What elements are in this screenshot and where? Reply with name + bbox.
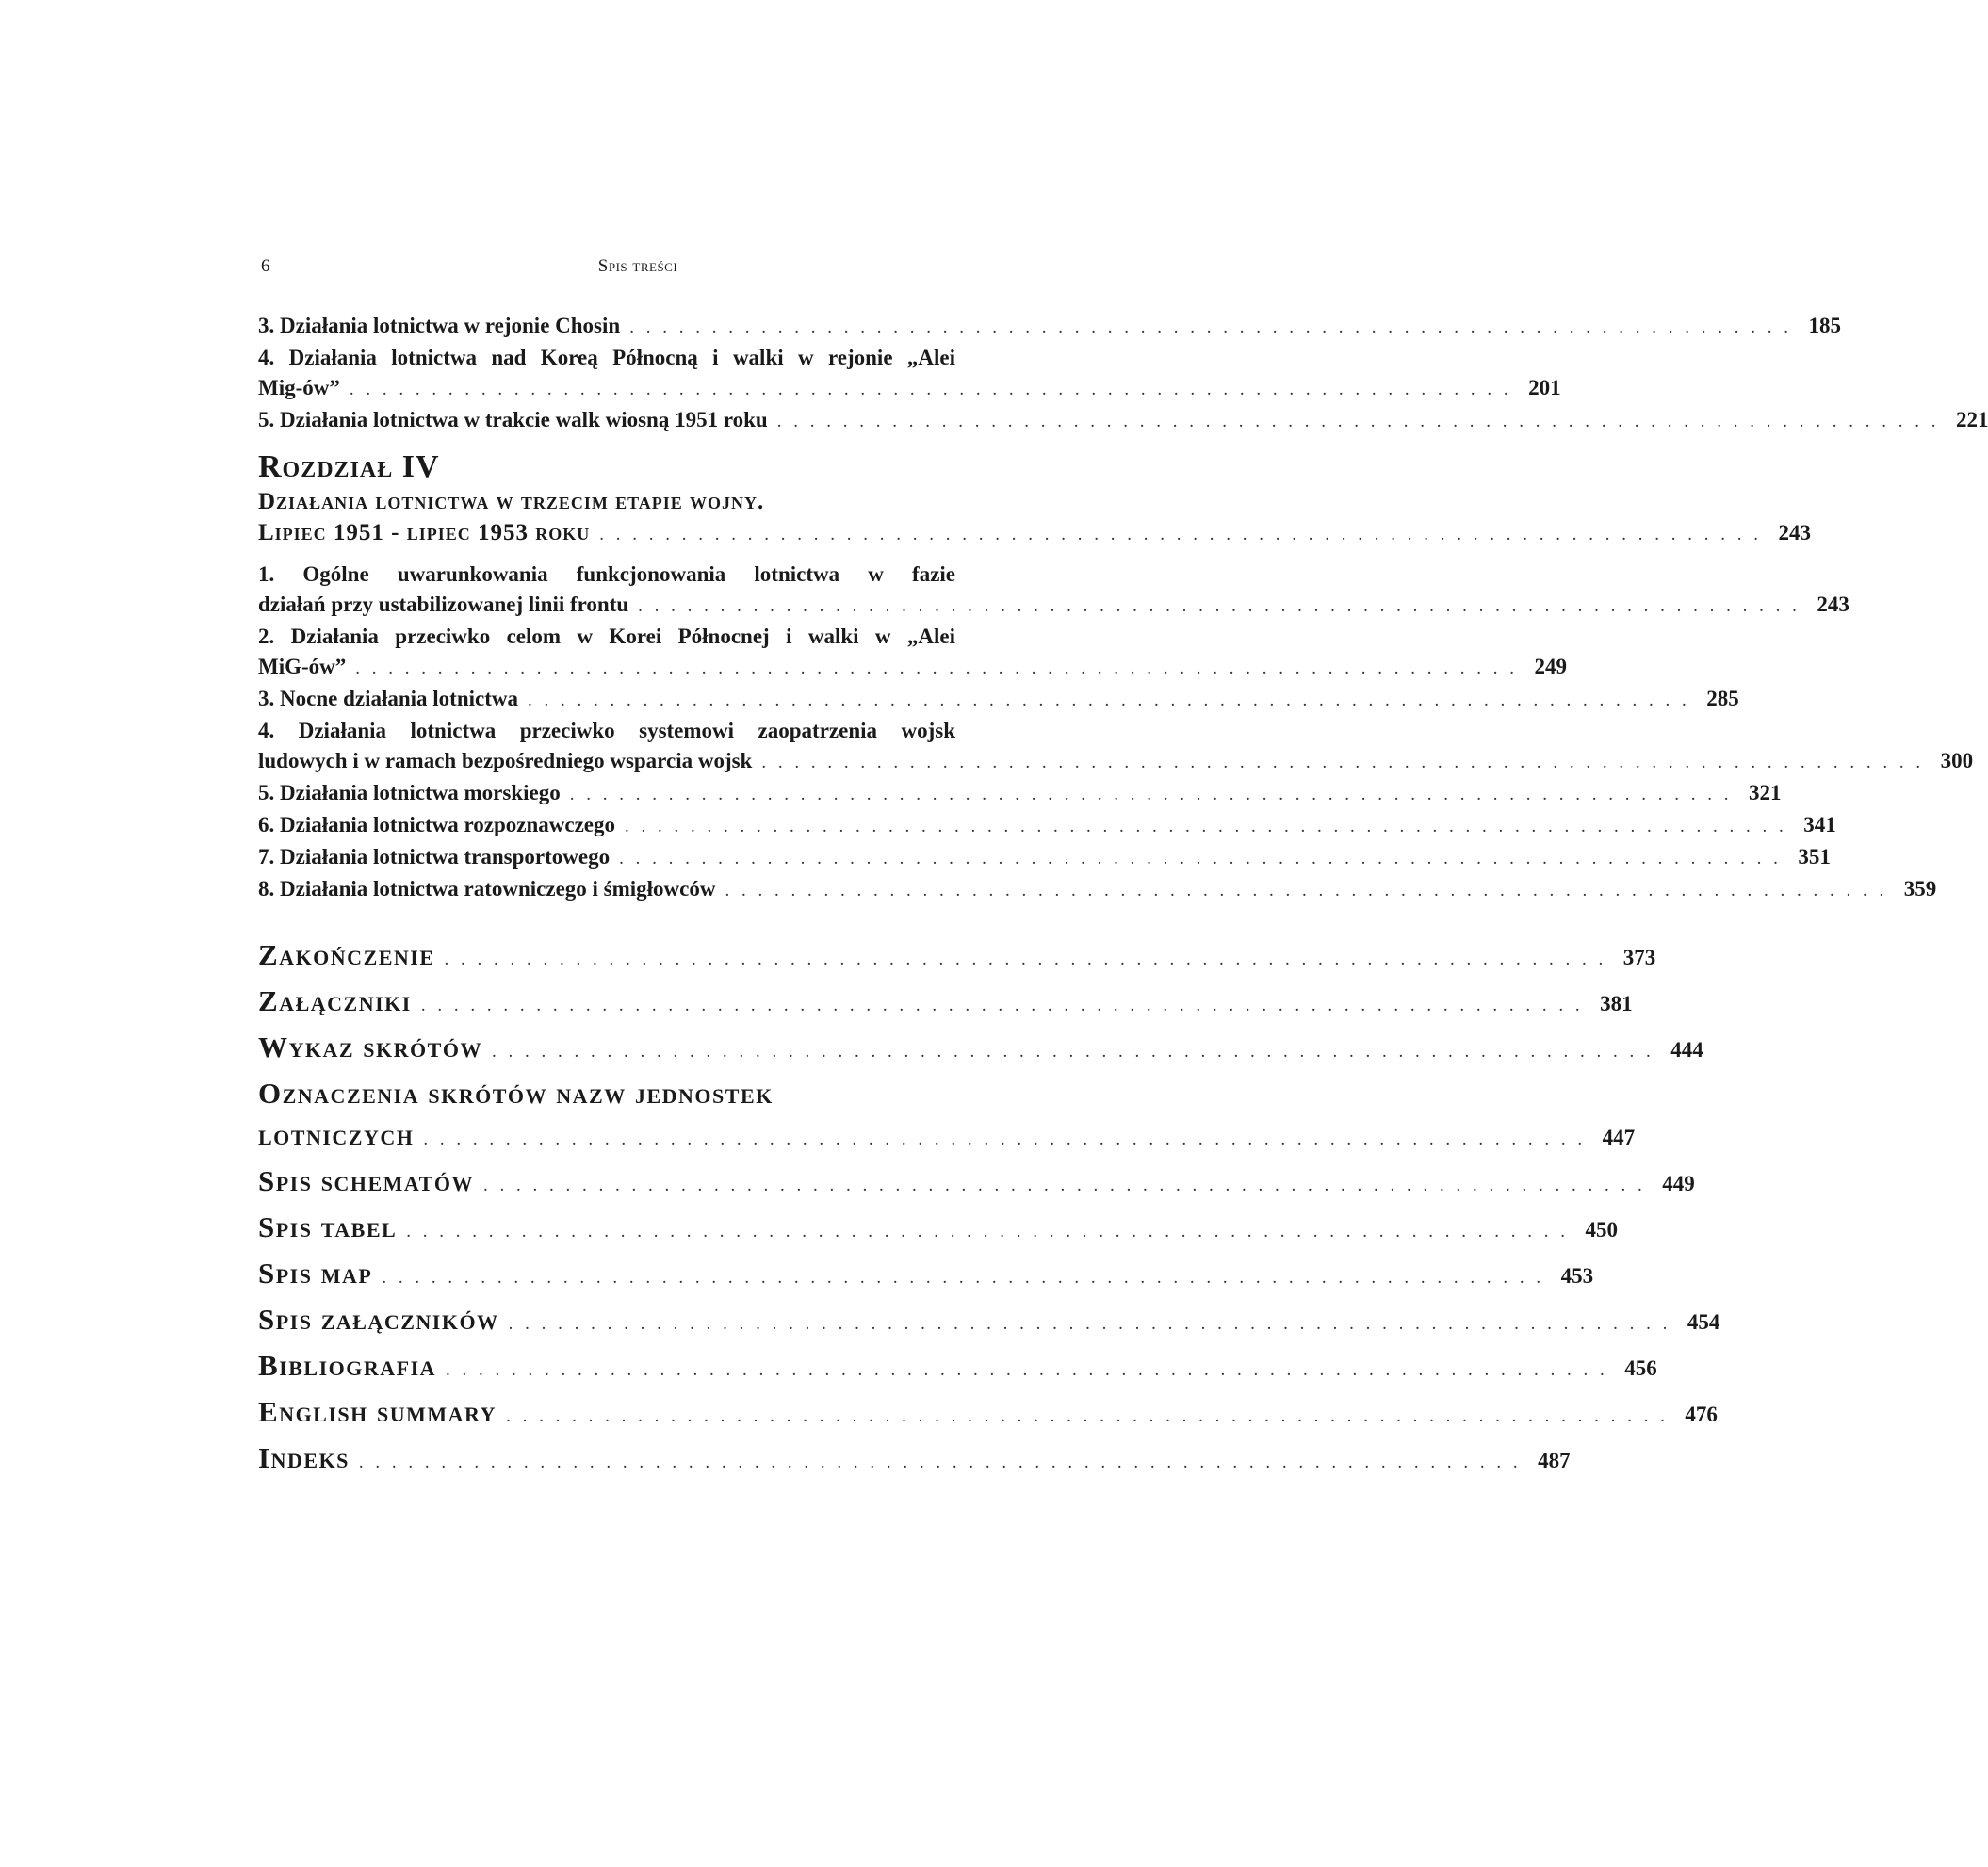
chapter-title-line2: Lipiec 1951 - lipiec 1953 roku (258, 520, 591, 545)
toc-entry-page: 447 (1602, 1126, 1636, 1149)
toc-entry-spis-map (258, 1253, 1594, 1299)
toc-entry-title: Spis tabel (258, 1210, 398, 1243)
chapter-page: 243 (1778, 521, 1812, 544)
toc-entry-indeks (258, 1437, 1571, 1484)
toc-entry-title: English summary (258, 1395, 497, 1428)
toc-entry-rescue-helicopters (258, 874, 1937, 906)
toc-entry-page: 201 (1528, 376, 1561, 399)
leader-dots: . . . . . . . . . . . . . . . . . . . . . . . . . . . . . . . . . . . . . . . . . . . . . . . . . . . . . . . . . . . . . . . . . . . . . . . (776, 412, 1940, 431)
leader-dots: . . . . . . . . . . . . . . . . . . . . . . . . . . . . . . . . . . . . . . . . . . . . . . . . . . . . . . . . . . . . . . . . . . . . . . . (349, 380, 1512, 399)
toc-entry-title-line2: działań przy ustabilizowanej linii frontu (258, 593, 629, 616)
toc-entry-page: 351 (1798, 845, 1831, 869)
page-number: 6 (261, 256, 270, 276)
leader-dots: . . . . . . . . . . . . . . . . . . . . . . . . . . . . . . . . . . . . . . . . . . . . . . . . . . . . . . . . . . . . . . . . . . . . . . . (420, 996, 1584, 1015)
toc-entry-english-summary (258, 1391, 1718, 1437)
toc-entry-wykaz-skrotow (258, 1027, 1703, 1073)
toc-entry-naval-aviation (258, 778, 1782, 810)
toc-entry-title-line2: MiG-ów” (258, 655, 347, 678)
toc-entry-mig-alley (258, 622, 1568, 684)
toc-entry-transport (258, 842, 1831, 874)
toc-entry-north-korea (258, 343, 1561, 405)
toc-entry-page: 221 (1955, 408, 1988, 431)
running-head (258, 256, 1018, 284)
toc-entry-page: 487 (1538, 1449, 1571, 1472)
toc-entry-title: Spis map (258, 1257, 373, 1290)
leader-dots: . . . . . . . . . . . . . . . . . . . . . . . . . . . . . . . . . . . . . . . . . . . . . . . . . . . . . . . . . . . . . . . . . . . . . . . (508, 1314, 1671, 1334)
toc-entry-page: 381 (1600, 992, 1633, 1015)
leader-dots: . . . . . . . . . . . . . . . . . . . . . . . . . . . . . . . . . . . . . . . . . . . . . . . . . . . . . . . . . . . . . . . . . . . . . . . (569, 785, 1733, 804)
toc-entry-title: 6. Działania lotnictwa rozpoznawczego (258, 813, 616, 836)
toc-entry-page: 185 (1808, 314, 1841, 337)
toc-entry-page: 285 (1706, 687, 1739, 710)
toc-entry-spring-1951 (258, 405, 1988, 437)
leader-dots: . . . . . . . . . . . . . . . . . . . . . . . . . . . . . . . . . . . . . . . . . . . . . . . . . . . . . . . . . . . . . . . . . . . . . . . (358, 1453, 1522, 1472)
toc-entry-title-line1: 1. Ogólne uwarunkowania funkcjonowania lotnictwa w fazie (258, 562, 955, 586)
leader-dots: . . . . . . . . . . . . . . . . . . . . . . . . . . . . . . . . . . . . . . . . . . . . . . . . . . . . . . . . . . . . . . . . . . . . . . . (406, 1222, 1569, 1242)
table-of-contents (258, 311, 1988, 1484)
leader-dots: . . . . . . . . . . . . . . . . . . . . . . . . . . . . . . . . . . . . . . . . . . . . . . . . . . . . . . . . . . . . . . . . . . . . . . . (446, 1360, 1608, 1380)
leader-dots: . . . . . . . . . . . . . . . . . . . . . . . . . . . . . . . . . . . . . . . . . . . . . . . . . . . . . . . . . . . . . . . . . . . . . . . (725, 881, 1888, 901)
toc-entry-page: 359 (1903, 877, 1937, 901)
toc-entry-oznaczenia (258, 1073, 1636, 1161)
toc-entry-title-line1: 4. Działania lotnictwa nad Koreą Północną i walki w rejonie „Alei (258, 346, 955, 369)
toc-entry-title: 5. Działania lotnictwa morskiego (258, 781, 561, 804)
toc-entry-title: 3. Nocne działania lotnictwa (258, 687, 518, 710)
toc-entry-page: 249 (1534, 655, 1568, 678)
chapter-title-line1: Działania lotnictwa w trzecim etapie wojny. (258, 489, 765, 514)
leader-dots: . . . . . . . . . . . . . . . . . . . . . . . . . . . . . . . . . . . . . . . . . . . . . . . . . . . . . . . . . . . . . . . . . . . . . . . (761, 753, 1925, 772)
toc-entry-title: Wykaz skrótów (258, 1031, 482, 1063)
toc-entry-stabilized-front (258, 560, 1849, 622)
leader-dots: . . . . . . . . . . . . . . . . . . . . . . . . . . . . . . . . . . . . . . . . . . . . . . . . . . . . . . . . . . . . . . . . . . . . . . . (444, 950, 1607, 969)
toc-entry-night-operations (258, 684, 1739, 716)
toc-entry-page: 243 (1817, 593, 1849, 616)
toc-entry-title: Zakończenie (258, 938, 435, 971)
toc-entry-title: 7. Działania lotnictwa transportowego (258, 845, 611, 869)
toc-entry-page: 456 (1624, 1356, 1657, 1380)
toc-entry-page: 373 (1622, 946, 1656, 969)
chapter-label: Rozdział IV (258, 449, 440, 484)
leader-dots: . . . . . . . . . . . . . . . . . . . . . . . . . . . . . . . . . . . . . . . . . . . . . . . . . . . . . . . . . . . . . . . . . . . . . . . (625, 817, 1787, 836)
toc-entry-title-line1: Oznaczenia skrótów nazw jednostek (258, 1077, 774, 1110)
toc-entry-page: 321 (1748, 781, 1782, 804)
toc-entry-spis-zalacznikow (258, 1299, 1720, 1345)
toc-entry-bibliografia (258, 1345, 1657, 1391)
toc-entry-title-line2: ludowych i w ramach bezpośredniego wsparcia wojsk (258, 749, 753, 772)
toc-entry-page: 450 (1585, 1218, 1618, 1242)
running-title: Spis treści (597, 256, 678, 276)
leader-dots: . . . . . . . . . . . . . . . . . . . . . . . . . . . . . . . . . . . . . . . . . . . . . . . . . . . . . . . . . . . . . . . . . . . . . . . (423, 1129, 1587, 1149)
leader-dots: . . . . . . . . . . . . . . . . . . . . . . . . . . . . . . . . . . . . . . . . . . . . . . . . . . . . . . . . . . . . . . . . . . . . . . . (629, 317, 1792, 337)
toc-entry-title-line2: lotniczych (258, 1118, 415, 1151)
leader-dots: . . . . . . . . . . . . . . . . . . . . . . . . . . . . . . . . . . . . . . . . . . . . . . . . . . . . . . . . . . . . . . . . . . . . . . . (599, 525, 1763, 544)
leader-dots: . . . . . . . . . . . . . . . . . . . . . . . . . . . . . . . . . . . . . . . . . . . . . . . . . . . . . . . . . . . . . . . . . . . . . . . (638, 596, 1801, 616)
toc-entry-page: 454 (1687, 1310, 1720, 1334)
toc-entry-title: Spis załączników (258, 1303, 499, 1336)
toc-entry-zalaczniki (258, 981, 1633, 1027)
toc-entry-page: 300 (1940, 749, 1974, 772)
toc-entry-title: Indeks (258, 1441, 350, 1474)
toc-entry-title: 3. Działania lotnictwa w rejonie Chosin (258, 314, 621, 337)
toc-entry-title-line1: 2. Działania przeciwko celom w Korei Północnej i walki w „Alei (258, 625, 955, 648)
leader-dots: . . . . . . . . . . . . . . . . . . . . . . . . . . . . . . . . . . . . . . . . . . . . . . . . . . . . . . . . . . . . . . . . . . . . . . . (528, 690, 1690, 710)
leader-dots: . . . . . . . . . . . . . . . . . . . . . . . . . . . . . . . . . . . . . . . . . . . . . . . . . . . . . . . . . . . . . . . . . . . . . . . (382, 1268, 1545, 1288)
toc-entry-reconnaissance (258, 810, 1836, 842)
toc-entry-title: Spis schematów (258, 1164, 474, 1197)
leader-dots: . . . . . . . . . . . . . . . . . . . . . . . . . . . . . . . . . . . . . . . . . . . . . . . . . . . . . . . . . . . . . . . . . . . . . . . (482, 1176, 1646, 1195)
chapter-heading (258, 448, 1812, 550)
toc-entry-title: Bibliografia (258, 1349, 437, 1382)
toc-entry-page: 341 (1803, 813, 1836, 836)
toc-entry-page: 453 (1560, 1264, 1594, 1288)
toc-entry-spis-schematow (258, 1161, 1695, 1207)
toc-entry-title-line2: Mig-ów” (258, 376, 340, 399)
leader-dots: . . . . . . . . . . . . . . . . . . . . . . . . . . . . . . . . . . . . . . . . . . . . . . . . . . . . . . . . . . . . . . . . . . . . . . . (506, 1406, 1669, 1426)
toc-entry-spis-tabel (258, 1207, 1618, 1253)
toc-entry-page: 476 (1685, 1403, 1718, 1426)
toc-entry-page: 444 (1670, 1038, 1703, 1062)
toc-entry-supply-system (258, 716, 1974, 778)
toc-entry-title: 8. Działania lotnictwa ratowniczego i śmigłowców (258, 877, 716, 901)
toc-entry-zakonczenie (258, 934, 1656, 981)
toc-entry-title: 5. Działania lotnictwa w trakcie walk wiosną 1951 roku (258, 408, 768, 431)
toc-entry-chosin (258, 311, 1841, 343)
leader-dots: . . . . . . . . . . . . . . . . . . . . . . . . . . . . . . . . . . . . . . . . . . . . . . . . . . . . . . . . . . . . . . . . . . . . . . . (491, 1042, 1654, 1062)
toc-entry-title-line1: 4. Działania lotnictwa przeciwko systemowi zaopatrzenia wojsk (258, 719, 955, 742)
leader-dots: . . . . . . . . . . . . . . . . . . . . . . . . . . . . . . . . . . . . . . . . . . . . . . . . . . . . . . . . . . . . . . . . . . . . . . . (355, 658, 1519, 678)
toc-entry-page: 449 (1662, 1172, 1695, 1195)
toc-entry-title: Załączniki (258, 984, 412, 1017)
leader-dots: . . . . . . . . . . . . . . . . . . . . . . . . . . . . . . . . . . . . . . . . . . . . . . . . . . . . . . . . . . . . . . . . . . . . . . . (619, 849, 1782, 869)
